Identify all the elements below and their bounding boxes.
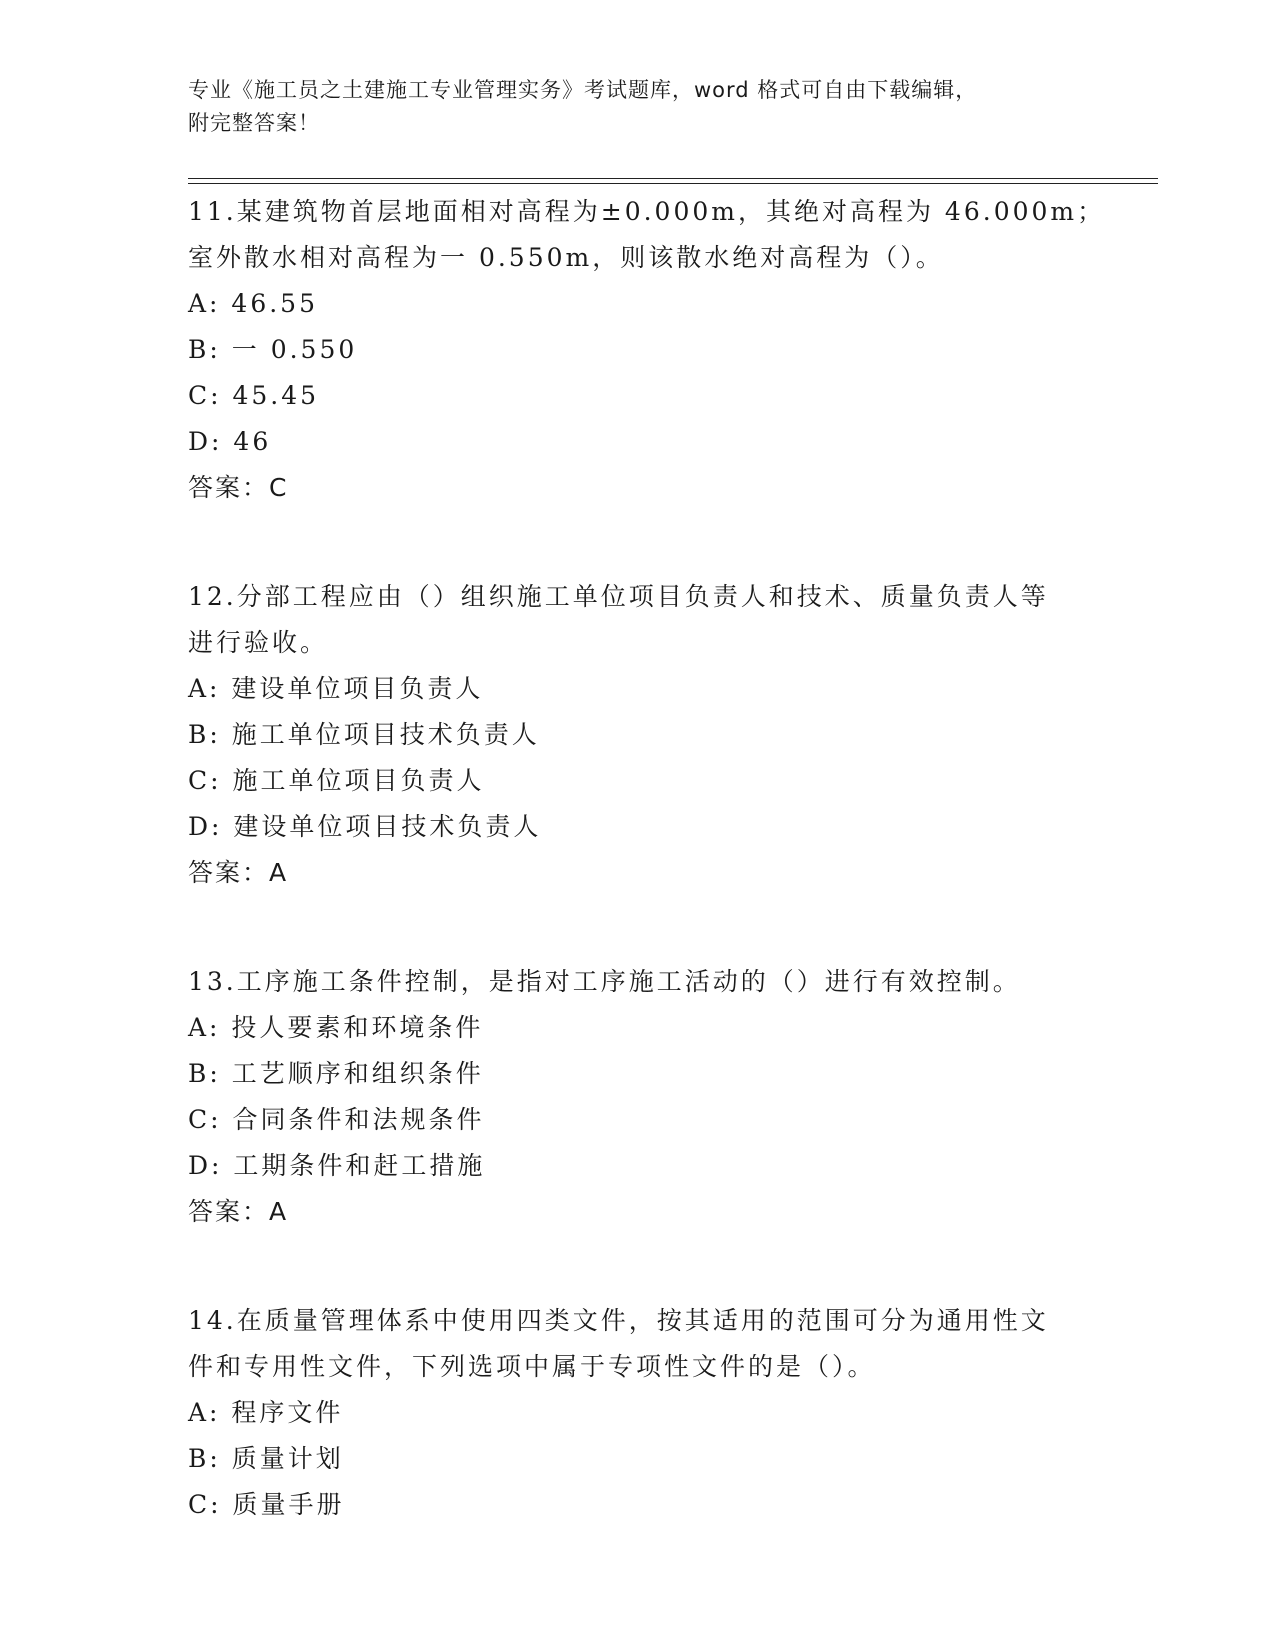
option-b: B: 质量计划 (188, 1444, 344, 1473)
option-c: C: 施工单位项目负责人 (188, 766, 485, 795)
option-c: C: 质量手册 (188, 1490, 345, 1519)
option-d: D: 工期条件和赶工措施 (188, 1151, 486, 1180)
answer-line: 答案：A (188, 1197, 289, 1226)
option-c: C: 45.45 (188, 381, 320, 410)
question-11 (188, 189, 1106, 511)
question-stem: 11.某建筑物首层地面相对高程为±0.000m，其绝对高程为 46.000m； (188, 197, 1106, 226)
header-line-1: 专业《施工员之土建施工专业管理实务》考试题库，word 格式可自由下载编辑， (188, 78, 978, 102)
option-b: B: 一 0.550 (188, 335, 358, 364)
header-divider-bottom (188, 183, 1158, 184)
option-d: D: 建设单位项目技术负责人 (188, 812, 542, 841)
option-a: A: 46.55 (188, 289, 318, 318)
question-stem: 13.工序施工条件控制，是指对工序施工活动的（）进行有效控制。 (188, 967, 1021, 996)
option-c: C: 合同条件和法规条件 (188, 1105, 485, 1134)
question-stem-continued: 室外散水相对高程为一 0.550m，则该散水绝对高程为（）。 (188, 243, 944, 272)
option-a: A: 建设单位项目负责人 (188, 674, 484, 703)
option-b: B: 工艺顺序和组织条件 (188, 1059, 484, 1088)
question-stem-continued: 件和专用性文件，下列选项中属于专项性文件的是（）。 (188, 1352, 876, 1381)
question-14 (188, 1298, 1088, 1528)
question-stem: 14.在质量管理体系中使用四类文件，按其适用的范围可分为通用性文 (188, 1306, 1049, 1335)
answer-line: 答案：C (188, 473, 289, 502)
question-13 (188, 959, 1088, 1235)
option-a: A: 程序文件 (188, 1398, 344, 1427)
option-b: B: 施工单位项目技术负责人 (188, 720, 540, 749)
question-stem: 12.分部工程应由（）组织施工单位项目负责人和技术、质量负责人等 (188, 582, 1049, 611)
option-a: A: 投人要素和环境条件 (188, 1013, 484, 1042)
header-divider-top (188, 178, 1158, 179)
header-line-2: 附完整答案！ (188, 111, 320, 135)
question-12 (188, 574, 1088, 896)
question-stem-continued: 进行验收。 (188, 628, 329, 657)
question-list (188, 189, 1106, 1591)
document-header (188, 74, 1088, 140)
answer-line: 答案：A (188, 858, 289, 887)
option-d: D: 46 (188, 427, 272, 456)
